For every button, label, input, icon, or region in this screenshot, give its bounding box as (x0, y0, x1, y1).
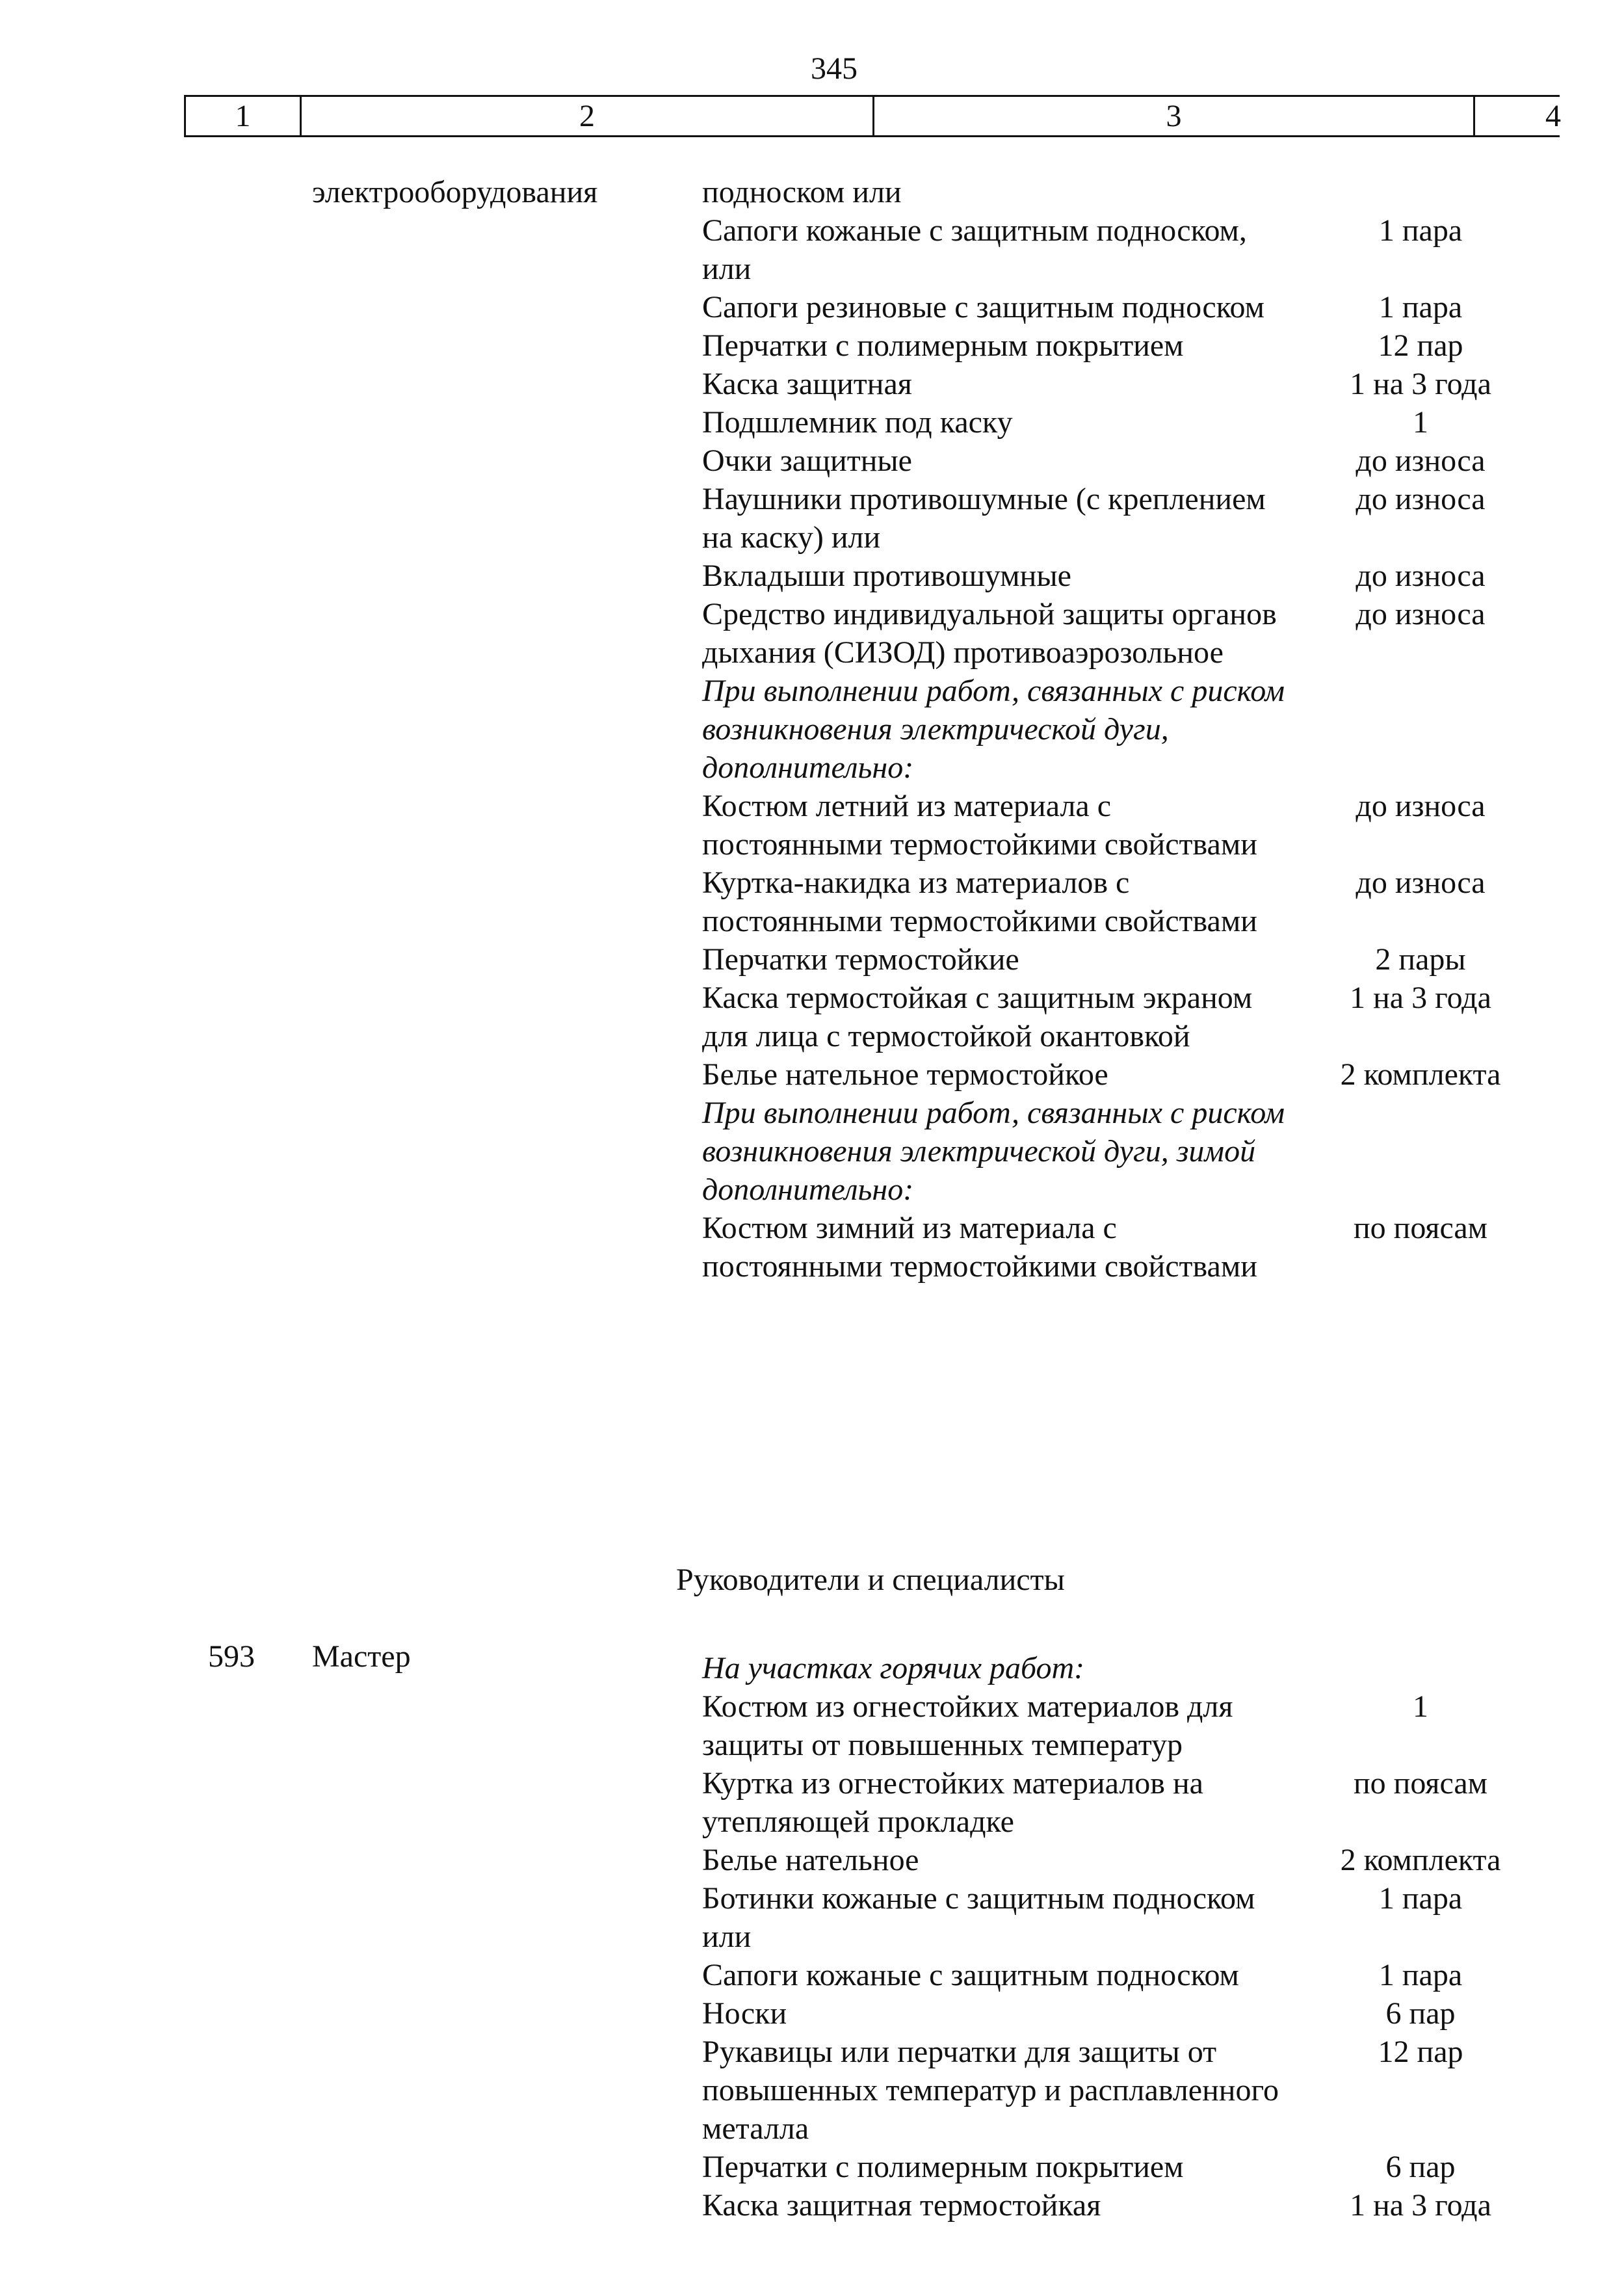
ppe-item-name: Куртка из огнестойких материалов на утепляющей прокладке (702, 1766, 1203, 1839)
ppe-item-quantity: 2 пары (1375, 942, 1466, 977)
ppe-item-quantity: до износа (1356, 865, 1486, 900)
ppe-item-name: Перчатки с полимерным покрытием (702, 328, 1184, 363)
ppe-item-name: При выполнении работ, связанных с риском возникновения электрической дуги, зимой дополнительно: (702, 1096, 1285, 1207)
ppe-item-row (702, 1055, 1547, 1094)
ppe-item-name: Каска защитная термостойкая (702, 2188, 1101, 2223)
ppe-item-row (702, 173, 1547, 211)
ppe-item-row (702, 326, 1547, 365)
ppe-item-name: Костюм зимний из материала с постоянными термостойкими свойствами (702, 1211, 1257, 1284)
ppe-item-name: Носки (702, 1996, 787, 2031)
ppe-item-quantity: по поясам (1353, 1211, 1488, 1245)
ppe-item-quantity: 1 пара (1378, 213, 1463, 248)
ppe-item-quantity: 1 на 3 года (1350, 2188, 1491, 2223)
ppe-item-row (702, 595, 1547, 672)
ppe-item-quantity: до износа (1356, 443, 1486, 478)
condition-note (702, 1649, 1547, 1687)
ppe-item-name: Ботинки кожаные с защитным подноском или (702, 1881, 1255, 1954)
ppe-item-row (702, 864, 1547, 940)
condition-note (702, 672, 1547, 787)
ppe-item-quantity: 6 пар (1385, 1996, 1456, 2031)
ppe-item-quantity: до износа (1356, 597, 1486, 631)
ppe-item-name: На участках горячих работ: (702, 1651, 1085, 1685)
ppe-item-name: При выполнении работ, связанных с риском возникновения электрической дуги, дополнительно: (702, 674, 1285, 785)
ppe-item-name: подноском или (702, 175, 902, 209)
ppe-item-quantity: 1 пара (1378, 1881, 1463, 1916)
ppe-item-name: Подшлемник под каску (702, 405, 1013, 440)
ppe-item-name: Наушники противошумные (с креплением на каску) или (702, 482, 1266, 555)
ppe-item-quantity: 2 комплекта (1340, 1843, 1501, 1877)
ppe-item-row (702, 1209, 1547, 1286)
ppe-item-name: Белье нательное (702, 1843, 919, 1877)
ppe-item-quantity: до износа (1356, 559, 1486, 593)
page-number: 345 (811, 51, 858, 86)
continuation-items-list (702, 173, 1547, 1286)
entry-items-list (702, 1649, 1547, 2224)
ppe-item-quantity: 1 (1413, 405, 1428, 440)
ppe-item-quantity: 1 (1413, 1689, 1428, 1724)
column-header-row (184, 95, 1560, 137)
entry-number: 593 (208, 1639, 255, 1674)
ppe-item-quantity: 1 на 3 года (1350, 981, 1491, 1015)
ppe-item-name: Средство индивидуальной защиты органов дыхания (СИЗОД) противоаэрозольное (702, 597, 1277, 670)
ppe-item-row (702, 2186, 1547, 2224)
column-header-2: 2 (300, 97, 872, 135)
ppe-item-name: Белье нательное термостойкое (702, 1057, 1108, 1092)
column-header-4-label: 4 (1545, 99, 1561, 133)
ppe-item-row (702, 557, 1547, 595)
ppe-item-quantity: 12 пар (1378, 328, 1463, 363)
ppe-item-name: Очки защитные (702, 443, 912, 478)
column-header-4 (1475, 97, 1560, 135)
ppe-item-row (702, 1879, 1547, 1956)
ppe-item-quantity: 1 на 3 года (1350, 367, 1491, 401)
ppe-item-row (702, 403, 1547, 442)
ppe-item-quantity: 1 пара (1378, 1958, 1463, 1992)
ppe-item-name: Каска термостойкая с защитным экраном для лица с термостойкой окантовкой (702, 981, 1253, 1053)
ppe-item-row (702, 1841, 1547, 1879)
ppe-item-name: Перчатки термостойкие (702, 942, 1019, 977)
ppe-item-name: Куртка-накидка из материалов с постоянными термостойкими свойствами (702, 865, 1257, 938)
ppe-item-row (702, 979, 1547, 1055)
ppe-item-row (702, 211, 1547, 288)
ppe-item-row (702, 1687, 1547, 1764)
ppe-item-name: Перчатки с полимерным покрытием (702, 2150, 1184, 2184)
ppe-item-row (702, 787, 1547, 864)
ppe-item-quantity: по поясам (1353, 1766, 1488, 1801)
profession-continuation: электрооборудования (312, 175, 598, 209)
ppe-item-row (702, 2033, 1547, 2148)
ppe-item-name: Каска защитная (702, 367, 912, 401)
condition-note (702, 1094, 1547, 1209)
ppe-item-quantity: 1 пара (1378, 290, 1463, 324)
column-header-3: 3 (872, 97, 1475, 135)
ppe-item-quantity: 6 пар (1385, 2150, 1456, 2184)
ppe-item-row (702, 1994, 1547, 2033)
ppe-item-row (702, 1956, 1547, 1994)
entry-profession: Мастер (312, 1639, 411, 1674)
ppe-item-quantity: 2 комплекта (1340, 1057, 1501, 1092)
ppe-item-name: Сапоги кожаные с защитным подноском (702, 1958, 1239, 1992)
ppe-item-name: Сапоги кожаные с защитным подноском, или (702, 213, 1247, 286)
ppe-item-row (702, 442, 1547, 480)
ppe-item-name: Сапоги резиновые с защитным подноском (702, 290, 1264, 324)
section-title: Руководители и специалисты (676, 1563, 1065, 1597)
ppe-item-quantity: до износа (1356, 482, 1486, 516)
ppe-item-row (702, 940, 1547, 979)
ppe-item-name: Рукавицы или перчатки для защиты от повышенных температур и расплавленного металла (702, 2035, 1279, 2146)
ppe-item-row (702, 2148, 1547, 2186)
ppe-item-row (702, 365, 1547, 403)
ppe-item-name: Костюм из огнестойких материалов для защиты от повышенных температур (702, 1689, 1233, 1762)
ppe-item-name: Костюм летний из материала с постоянными термостойкими свойствами (702, 789, 1257, 862)
ppe-item-row (702, 288, 1547, 326)
ppe-item-row (702, 480, 1547, 557)
ppe-item-quantity: до износа (1356, 789, 1486, 823)
ppe-item-name: Вкладыши противошумные (702, 559, 1071, 593)
ppe-item-quantity: 12 пар (1378, 2035, 1463, 2069)
column-header-1: 1 (184, 97, 300, 135)
ppe-item-row (702, 1764, 1547, 1841)
